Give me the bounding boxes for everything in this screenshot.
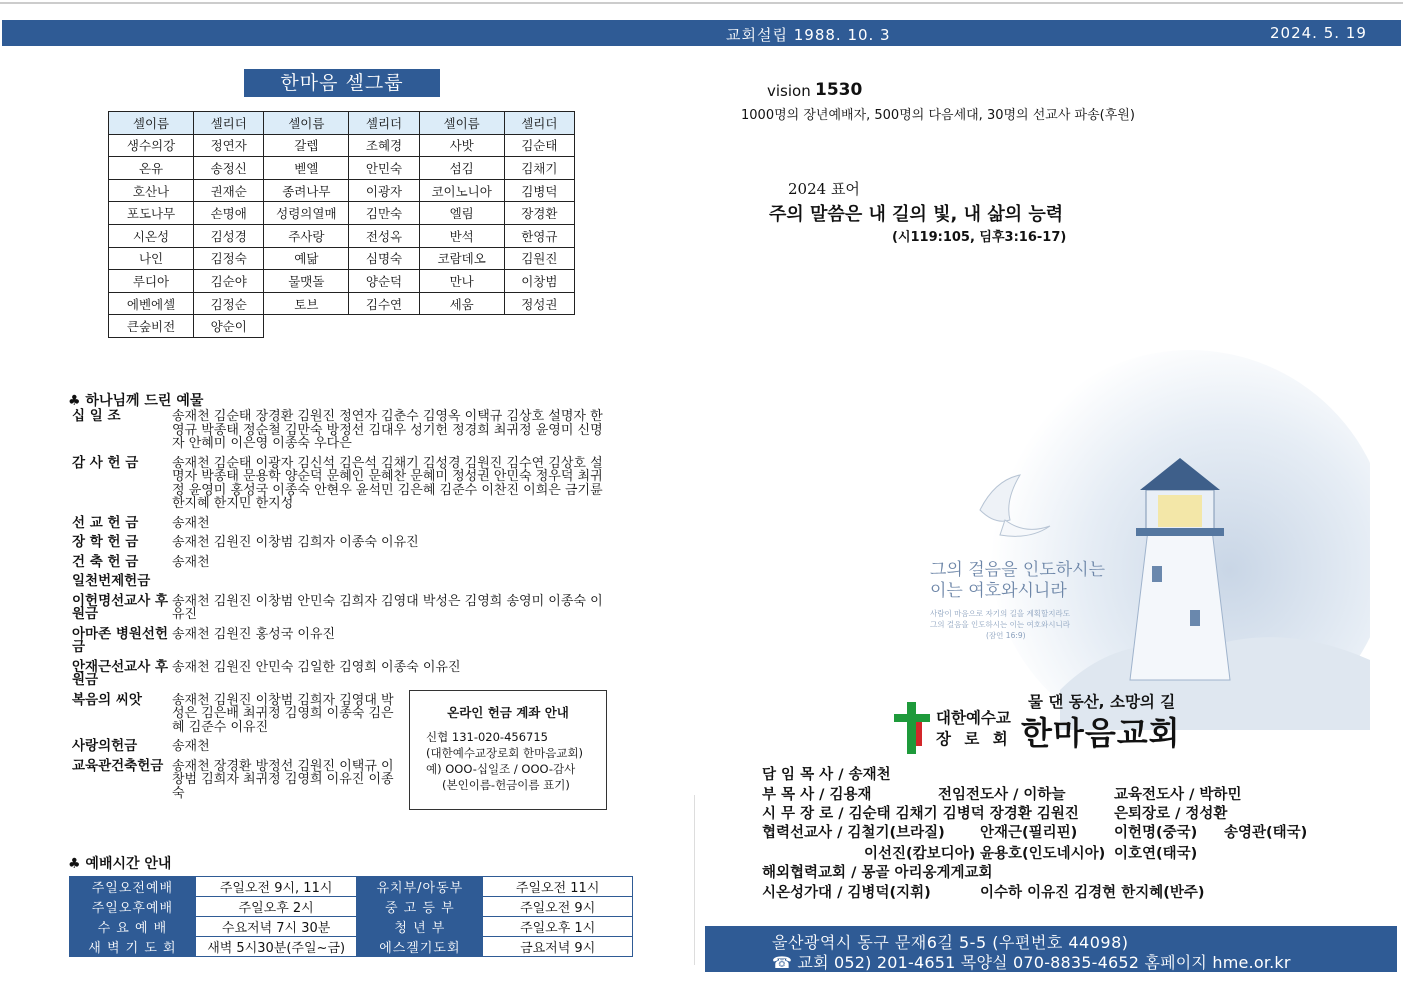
- offering-names: 송재천 김순태 장경환 김원진 정연자 김춘수 김영옥 이택규 김상호 설명자 한영규 박종태 정순철 김만숙 방정선 김대우 성기헌 정경희 최귀정 윤영미 신명자 안혜미 이은영 이종숙 우다은: [172, 409, 603, 451]
- motto-text: 주의 말씀은 내 길의 빛, 내 삶의 능력: [769, 204, 1064, 225]
- staff-overseas: 해외협력교회 / 몽골 아리옹게게교회: [762, 865, 993, 881]
- worship-time: 새벽 5시30분(주일~금): [195, 937, 357, 957]
- cell-leader: 김만숙: [349, 202, 419, 225]
- offering-label: 감 사 헌 금: [72, 454, 139, 471]
- online-line: (대한예수교장로회 한마음교회): [426, 746, 584, 760]
- footer-address: 울산광역시 동구 문재6길 5-5 (우편번호 44098): [772, 933, 1129, 952]
- denomination-line-1: 대한예수교: [936, 709, 1011, 727]
- staff-missionaries-3: 이헌명(중국): [1114, 825, 1198, 841]
- art-small-2: 그의 걸음을 인도하시는 이는 여호와시니라: [930, 620, 1070, 629]
- offering-label: 아마존 병원선헌금: [72, 625, 168, 655]
- worship-service: 에스겔기도회: [357, 937, 483, 957]
- cell-column-header: 셀이름: [109, 112, 194, 135]
- cell-column-header: 셀리더: [349, 112, 419, 135]
- cell-name: 토브: [264, 292, 349, 315]
- offering-names: 송재천: [172, 554, 210, 570]
- worship-service: 청 년 부: [357, 917, 483, 937]
- cell-leader: 김정숙: [194, 247, 264, 270]
- cell-name: 에벤에셀: [109, 292, 194, 315]
- worship-time: 주일오후 2시: [195, 897, 357, 917]
- offering-label: 일천번제헌금: [72, 573, 151, 589]
- offering-names: 송재천 김순태 이광자 김신석 김은석 김채기 김성경 김원진 김수연 김상호 설명자 박종태 문용학 양순덕 문혜인 문혜찬 문혜미 정성권 안민숙 정우덕 최귀정 윤영미 홍성국 이종숙 안현우 윤석민 김은혜 김준수 이찬진 이희은 금기륜 한지혜 한지민 한지성: [172, 455, 603, 511]
- vision-label: vision: [767, 82, 811, 100]
- cell-name: 만나: [419, 270, 504, 293]
- worship-service: 새 벽 기 도 회: [70, 937, 196, 957]
- cell-name: 세움: [419, 292, 504, 315]
- worship-service: 주일오전예배: [70, 877, 196, 897]
- worship-title: ♣ 예배시간 안내: [68, 856, 172, 872]
- cell-name: 섬김: [419, 157, 504, 180]
- cell-name: 온유: [109, 157, 194, 180]
- offering-names: 송재천 김원진 이창범 김희자 이종숙 이유진: [172, 535, 419, 550]
- cell-leader: 김정순: [194, 292, 264, 315]
- church-slogan: 물 댄 동산, 소망의 길: [1028, 693, 1176, 711]
- cell-name: 시온성: [109, 224, 194, 247]
- staff-evangelist-2: 교육전도사 / 박하민: [1114, 787, 1242, 803]
- worship-time: 주일오전 11시: [483, 877, 633, 897]
- staff-missionaries-5: 이선진(캄보디아): [864, 846, 976, 862]
- cell-name: 루디아: [109, 270, 194, 293]
- staff-missionaries-4: 송영관(태국): [1224, 825, 1308, 841]
- cell-name: 코이노니아: [419, 179, 504, 202]
- motto-year: 2024 표어: [788, 180, 860, 198]
- cell-name: 물맷돌: [264, 270, 349, 293]
- cell-column-header: 셀이름: [419, 112, 504, 135]
- cell-name: 종려나무: [264, 179, 349, 202]
- cell-leader: 김순태: [504, 134, 574, 157]
- offering-label: 장 학 헌 금: [72, 534, 139, 550]
- founding-date: 교회설립 1988. 10. 3: [726, 26, 891, 44]
- online-line: 예) OOO-십일조 / OOO-감사: [426, 762, 576, 776]
- worship-service: 수 요 예 배: [70, 917, 196, 937]
- vision-desc: 1000명의 장년예배자, 500명의 다음세대, 30명의 선교사 파송(후원): [741, 108, 1135, 123]
- offering-label: 십 일 조: [72, 408, 121, 424]
- cell-leader: 권재순: [194, 179, 264, 202]
- cell-column-header: 셀리더: [194, 112, 264, 135]
- cell-leader: 김원진: [504, 247, 574, 270]
- offering-names: 송재천 김원진 이창범 안민숙 김희자 김영대 박성은 김영희 송영미 이종숙 이유진: [172, 593, 603, 622]
- offering-names: 송재천: [172, 515, 210, 531]
- art-line-2: 이는 여호와시니라: [930, 581, 1067, 601]
- cell-name: 성령의열매: [264, 202, 349, 225]
- offering-names: 송재천 김원진 안민숙 김일한 김영희 이종숙 이유진: [172, 659, 461, 675]
- worship-service: 중 고 등 부: [357, 897, 483, 917]
- staff-missionaries-6: 윤용호(인도네시아): [980, 846, 1106, 862]
- cell-name: 생수의강: [109, 134, 194, 157]
- cell-name: 코람데오: [419, 247, 504, 270]
- cell-column-header: 셀이름: [264, 112, 349, 135]
- staff-elders: 시 무 장 로 / 김순태 김채기 김병덕 장경환 김원진: [762, 806, 1079, 822]
- staff-retired: 은퇴장로 / 정성환: [1114, 806, 1228, 822]
- offering-names: 송재천 장경환 방정선 김원진 이택규 이창범 김희자 최귀정 김영희 이유진 이종숙: [172, 758, 394, 801]
- offering-label: 이헌명선교사 후원금: [72, 592, 168, 622]
- worship-service: 유치부/아동부: [357, 877, 483, 897]
- cell-name: 큰숲비전: [109, 315, 194, 338]
- offering-label: 건 축 헌 금: [72, 553, 139, 570]
- staff-senior: 담 임 목 사 / 송재천: [762, 767, 891, 783]
- offering-label: 복음의 씨앗: [72, 691, 142, 708]
- staff-choir-2: 이수하 이유진 김경현 한지혜(반주): [980, 885, 1205, 901]
- cell-name: 엘림: [419, 202, 504, 225]
- cell-leader: 조혜경: [349, 134, 419, 157]
- cell-leader: 김채기: [504, 157, 574, 180]
- cell-name: 예닮: [264, 247, 349, 270]
- staff-associate: 부 목 사 / 김용재: [762, 787, 872, 803]
- staff-missionaries-2: 안재근(필리핀): [980, 825, 1078, 841]
- worship-time: 주일오전 9시, 11시: [195, 877, 357, 897]
- vision-number: 1530: [815, 80, 863, 100]
- cell-leader: 김수연: [349, 292, 419, 315]
- online-line: (본인이름-헌금이름 표기): [442, 778, 570, 792]
- motto-ref: (시119:105, 딤후3:16-17): [892, 230, 1067, 245]
- offering-label: 안재근선교사 후원금: [72, 658, 168, 688]
- cell-leader: 송정신: [194, 157, 264, 180]
- worship-time: 주일오전 9시: [483, 897, 633, 917]
- cell-name: 벧엘: [264, 157, 349, 180]
- worship-time: 금요저녁 9시: [483, 937, 633, 957]
- cell-leader: 김순야: [194, 270, 264, 293]
- offering-label: 사랑의헌금: [72, 738, 138, 754]
- offering-names: 송재천 김원진 이창범 김희자 김영대 박성은 김은배 최귀정 김영희 이종숙 김은혜 김준수 이유진: [172, 692, 394, 735]
- denomination-line-2: 장 로 회: [936, 730, 1012, 748]
- cell-leader: 정연자: [194, 134, 264, 157]
- cell-leader: 안민숙: [349, 157, 419, 180]
- footer-phone: ☎ 교회 052) 201-4651 목양실 070-8835-4652 홈페이지 hme.or.kr: [772, 953, 1291, 972]
- cell-column-header: 셀리더: [504, 112, 574, 135]
- cell-leader: 이광자: [349, 179, 419, 202]
- offering-names: 송재천 김원진 홍성국 이유진: [172, 626, 336, 642]
- staff-missionaries-7: 이호연(태국): [1114, 846, 1198, 862]
- church-name: 한마음교회: [1021, 714, 1181, 752]
- cell-name: 반석: [419, 224, 504, 247]
- offering-names: 송재천: [172, 739, 210, 754]
- cell-name: 사밧: [419, 134, 504, 157]
- cell-leader: 정성권: [504, 292, 574, 315]
- online-line: 신협 131-020-456715: [426, 730, 548, 744]
- cell-leader: 전성옥: [349, 224, 419, 247]
- bulletin-date: 2024. 5. 19: [1270, 24, 1367, 42]
- cell-leader: 양순이: [194, 315, 264, 338]
- staff-evangelist-1: 전임전도사 / 이하늘: [938, 787, 1066, 803]
- offering-label: 교육관건축헌금: [72, 757, 164, 774]
- worship-service: 주일오후예배: [70, 897, 196, 917]
- cell-group-title: 한마음 셀그룹: [244, 69, 440, 97]
- cell-leader: 손명애: [194, 202, 264, 225]
- cell-name: 나인: [109, 247, 194, 270]
- cell-name: 갈렙: [264, 134, 349, 157]
- offerings-title: ♣ 하나님께 드린 예물: [68, 393, 204, 409]
- cell-name: 주사랑: [264, 224, 349, 247]
- cell-leader: 이창범: [504, 270, 574, 293]
- art-small-1: 사람이 마음으로 자기의 길을 계획할지라도: [930, 609, 1070, 618]
- online-title: 온라인 헌금 계좌 안내: [447, 705, 569, 720]
- cell-leader: 장경환: [504, 202, 574, 225]
- worship-time: 주일오후 1시: [483, 917, 633, 937]
- art-small-3: (잠언 16:9): [986, 631, 1026, 640]
- cell-leader: 김병덕: [504, 179, 574, 202]
- worship-time: 수요저녁 7시 30분: [195, 917, 357, 937]
- cell-leader: 한영규: [504, 224, 574, 247]
- cell-leader: 양순덕: [349, 270, 419, 293]
- staff-choir: 시온성가대 / 김병덕(지휘): [762, 885, 931, 901]
- staff-missionaries-1: 협력선교사 / 김철기(브라질): [762, 825, 945, 841]
- cell-leader: 김성경: [194, 224, 264, 247]
- cell-name: 호산나: [109, 179, 194, 202]
- cell-leader: 심명숙: [349, 247, 419, 270]
- art-line-1: 그의 걸음을 인도하시는: [930, 560, 1106, 580]
- offering-label: 선 교 헌 금: [72, 514, 139, 531]
- cell-name: 포도나무: [109, 202, 194, 225]
